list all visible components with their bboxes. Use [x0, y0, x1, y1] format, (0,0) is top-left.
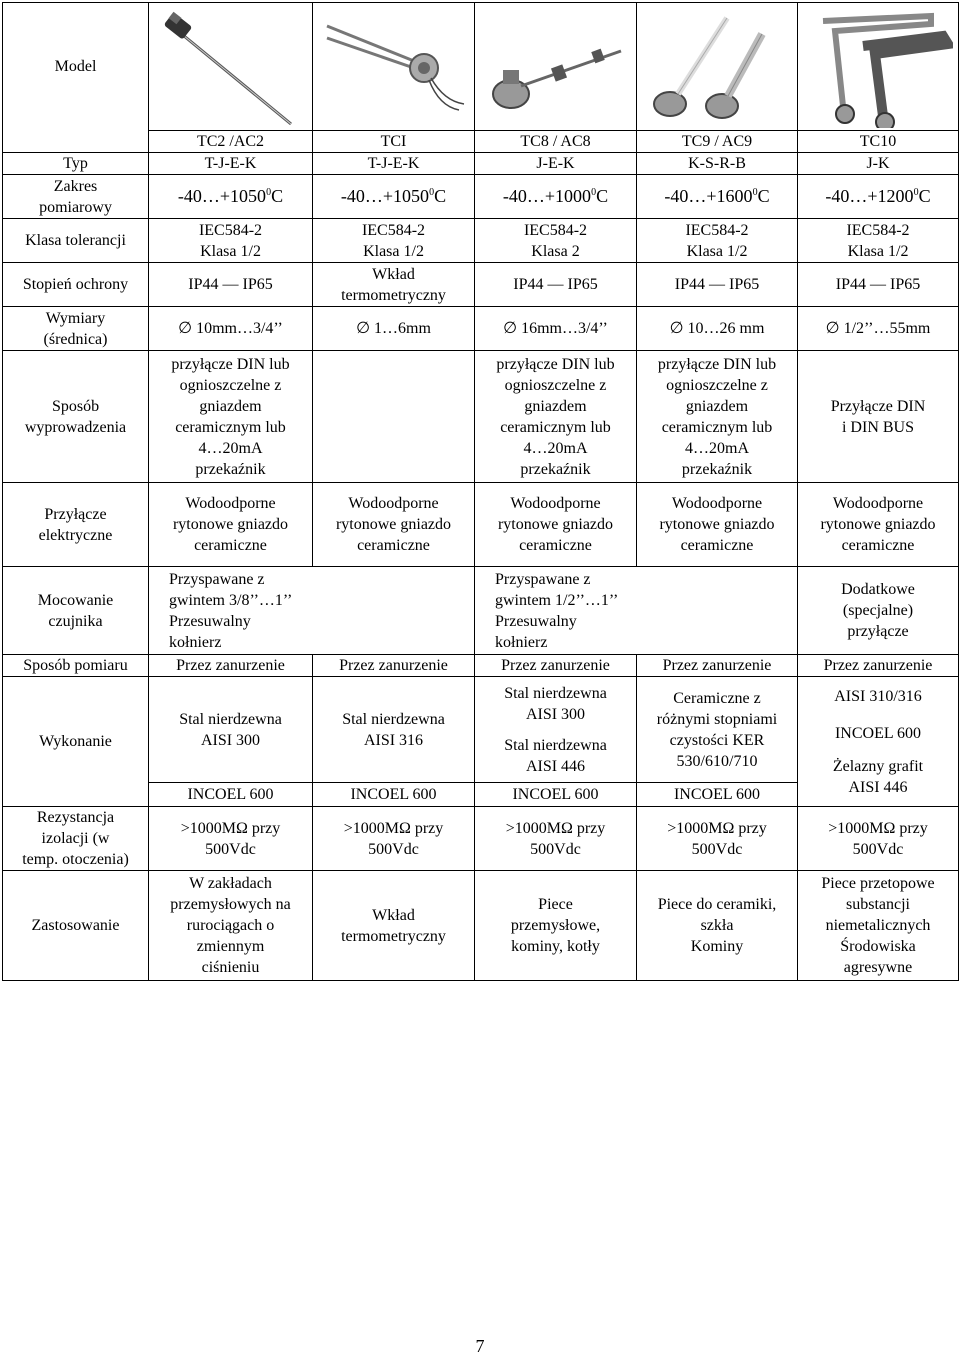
product-image-tc9 — [637, 3, 798, 131]
ceramic-probe-icon — [642, 6, 792, 128]
bent-probe-icon — [803, 6, 953, 128]
wykonanie-incoel: INCOEL 600 — [313, 783, 475, 807]
rezystancja-value: >1000MΩ przy 500Vdc — [798, 807, 959, 871]
diameter-icon: ∅ — [669, 320, 684, 337]
headed-probe-icon — [481, 6, 631, 128]
spec-table — [2, 2, 959, 981]
wyprowadzenie-value: Przyłącze DIN i DIN BUS — [798, 351, 959, 483]
zakres-value: $-40\dots+1600^0C$ — [637, 175, 798, 219]
pomiar-value: Przez zanurzenie — [313, 655, 475, 677]
rezystancja-value: >1000MΩ przy 500Vdc — [149, 807, 313, 871]
rezystancja-value: >1000MΩ przy 500Vdc — [313, 807, 475, 871]
przylacze-value: Wodoodporne rytonowe gniazdo ceramiczne — [149, 483, 313, 567]
przylacze-value: Wodoodporne rytonowe gniazdo ceramiczne — [637, 483, 798, 567]
wymiary-value: ∅ 16mm…3/4’’ — [475, 307, 637, 351]
stopien-value: IP44 — IP65 — [798, 263, 959, 307]
mocowanie-value-tc8: Przyspawane z gwintem 1/2’’…1’’ Przesuwalny kołnierz — [475, 567, 798, 655]
pomiar-value: Przez zanurzenie — [637, 655, 798, 677]
wymiary-value: ∅ 10…26 mm — [637, 307, 798, 351]
row-label-zastosowanie: Zastosowanie — [3, 871, 149, 981]
klasa-value: IEC584-2 Klasa 1/2 — [149, 219, 313, 263]
wyprowadzenie-value: przyłącze DIN lub ognioszczelne z gniazdem ceramicznym lub 4…20mA przekaźnik — [149, 351, 313, 483]
zastosowanie-value: Piece do ceramiki, szkła Kominy — [637, 871, 798, 981]
wykonanie-value: Stal nierdzewna AISI 300 Stal nierdzewna AISI 446 — [475, 677, 637, 783]
zastosowanie-value: Wkład termometryczny — [313, 871, 475, 981]
row-label-zakres: Zakres pomiarowy — [3, 175, 149, 219]
zakres-value: $-40\dots+1050^0C$ — [313, 175, 475, 219]
wykonanie-incoel: INCOEL 600 — [149, 783, 313, 807]
typ-value: K-S-R-B — [637, 153, 798, 175]
row-label-wymiary: Wymiary (średnica) — [3, 307, 149, 351]
typ-value: T-J-E-K — [313, 153, 475, 175]
model-label: Model — [3, 3, 149, 131]
wykonanie-value: Stal nierdzewna AISI 316 — [313, 677, 475, 783]
product-image-tc8 — [475, 3, 637, 131]
thermocouple-probe-icon — [156, 6, 306, 128]
wykonanie-value: Stal nierdzewna AISI 300 — [149, 677, 313, 783]
klasa-value: IEC584-2 Klasa 1/2 — [637, 219, 798, 263]
wymiary-value: ∅ 10mm…3/4’’ — [149, 307, 313, 351]
wykonanie-value-tc10: AISI 310/316 INCOEL 600 Żelazny grafit AISI 446 — [798, 677, 959, 807]
przylacze-value: Wodoodporne rytonowe gniazdo ceramiczne — [475, 483, 637, 567]
row-label-wykonanie: Wykonanie — [3, 677, 149, 807]
model-label-spacer — [3, 131, 149, 153]
product-image-tc10 — [798, 3, 959, 131]
model-name: TC8 / AC8 — [475, 131, 637, 153]
stopien-value: Wkład termometryczny — [313, 263, 475, 307]
model-name: TC9 / AC9 — [637, 131, 798, 153]
diameter-icon: ∅ — [178, 320, 193, 337]
diameter-icon: ∅ — [825, 320, 840, 337]
row-label-sposob-wyprowadzenia: Sposób wyprowadzenia — [3, 351, 149, 483]
wyprowadzenie-value: przyłącze DIN lub ognioszczelne z gniazdem ceramicznym lub 4…20mA przekaźnik — [475, 351, 637, 483]
row-label-stopien: Stopień ochrony — [3, 263, 149, 307]
mocowanie-value-tc2: Przyspawane z gwintem 3/8’’…1’’ Przesuwalny kołnierz — [149, 567, 475, 655]
zastosowanie-value: Piece przetopowe substancji niemetalicznych Środowiska agresywne — [798, 871, 959, 981]
klasa-value: IEC584-2 Klasa 1/2 — [313, 219, 475, 263]
wykonanie-incoel: INCOEL 600 — [475, 783, 637, 807]
stopien-value: IP44 — IP65 — [149, 263, 313, 307]
diameter-icon: ∅ — [356, 320, 371, 337]
wyprowadzenie-value-empty — [313, 351, 475, 483]
model-name: TCI — [313, 131, 475, 153]
typ-value: J-E-K — [475, 153, 637, 175]
row-label-klasa: Klasa tolerancji — [3, 219, 149, 263]
stopien-value: IP44 — IP65 — [637, 263, 798, 307]
typ-value: T-J-E-K — [149, 153, 313, 175]
row-label-mocowanie: Mocowanie czujnika — [3, 567, 149, 655]
wymiary-value: ∅ 1/2’’…55mm — [798, 307, 959, 351]
product-image-tc2 — [149, 3, 313, 131]
zastosowanie-value: Piece przemysłowe, kominy, kotły — [475, 871, 637, 981]
zakres-value: $-40\dots+1200^0C$ — [798, 175, 959, 219]
row-label-typ: Typ — [3, 153, 149, 175]
model-name: TC2 /AC2 — [149, 131, 313, 153]
row-label-przylacze: Przyłącze elektryczne — [3, 483, 149, 567]
klasa-value: IEC584-2 Klasa 1/2 — [798, 219, 959, 263]
diameter-icon: ∅ — [503, 320, 518, 337]
wyprowadzenie-value: przyłącze DIN lub ognioszczelne z gniazdem ceramicznym lub 4…20mA przekaźnik — [637, 351, 798, 483]
insert-probe-icon — [319, 6, 469, 128]
wykonanie-incoel: INCOEL 600 — [637, 783, 798, 807]
typ-value: J-K — [798, 153, 959, 175]
zakres-value: $-40\dots+1000^0C$ — [475, 175, 637, 219]
rezystancja-value: >1000MΩ przy 500Vdc — [475, 807, 637, 871]
mocowanie-value-tc9: Dodatkowe (specjalne) przyłącze — [798, 567, 959, 655]
zakres-value: $-40\dots+1050^0C$ — [149, 175, 313, 219]
klasa-value: IEC584-2 Klasa 2 — [475, 219, 637, 263]
przylacze-value: Wodoodporne rytonowe gniazdo ceramiczne — [798, 483, 959, 567]
pomiar-value: Przez zanurzenie — [475, 655, 637, 677]
zastosowanie-value: W zakładach przemysłowych na rurociągach o zmiennym ciśnieniu — [149, 871, 313, 981]
model-name: TC10 — [798, 131, 959, 153]
pomiar-value: Przez zanurzenie — [798, 655, 959, 677]
stopien-value: IP44 — IP65 — [475, 263, 637, 307]
row-label-rezystancja: Rezystancja izolacji (w temp. otoczenia) — [3, 807, 149, 871]
rezystancja-value: >1000MΩ przy 500Vdc — [637, 807, 798, 871]
row-label-sposob-pomiaru: Sposób pomiaru — [3, 655, 149, 677]
wymiary-value: ∅ 1…6mm — [313, 307, 475, 351]
product-image-tci — [313, 3, 475, 131]
page-number: 7 — [475, 1336, 485, 1356]
przylacze-value: Wodoodporne rytonowe gniazdo ceramiczne — [313, 483, 475, 567]
pomiar-value: Przez zanurzenie — [149, 655, 313, 677]
wykonanie-value: Ceramiczne z różnymi stopniami czystości KER 530/610/710 — [637, 677, 798, 783]
